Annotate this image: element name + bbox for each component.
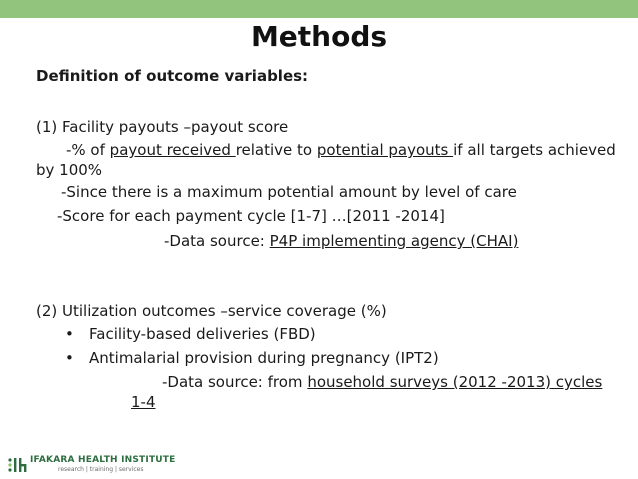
data-source-label: -Data source: bbox=[164, 232, 270, 250]
institute-tagline: research | training | services bbox=[58, 466, 144, 473]
slide-subtitle: Definition of outcome variables: bbox=[36, 67, 309, 85]
section1-line2: -Since there is a maximum potential amount by level of care bbox=[61, 183, 517, 201]
bullet-item: Antimalarial provision during pregnancy (IPT2) bbox=[89, 349, 439, 367]
institute-logo-icon bbox=[6, 454, 28, 476]
payout-received-text: payout received bbox=[109, 141, 236, 159]
slide-title: Methods bbox=[250, 20, 388, 53]
line1-part-c: relative to bbox=[235, 141, 317, 159]
institute-logo bbox=[6, 452, 206, 476]
section1-data-source bbox=[164, 231, 518, 251]
potential-payouts-text: potential payouts bbox=[316, 141, 454, 159]
data-source-value: P4P implementing agency (CHAI) bbox=[269, 232, 519, 250]
data-source-value: household surveys (2012 -2013) cycles bbox=[307, 373, 603, 391]
bullet-marker: • bbox=[65, 325, 74, 343]
section1-line1 bbox=[66, 140, 616, 160]
section1-line1-continued: by 100% bbox=[36, 161, 103, 179]
data-source-label: -Data source: from bbox=[162, 373, 308, 391]
bullet-marker: • bbox=[65, 349, 74, 367]
line1-part-a: -% of bbox=[66, 141, 110, 159]
line1-part-e: if all targets achieved bbox=[453, 141, 616, 159]
section2-data-source-continued: 1-4 bbox=[131, 393, 156, 411]
section1-line3: -Score for each payment cycle [1-7] …[2011 -2014] bbox=[57, 207, 445, 225]
section2-data-source bbox=[162, 372, 602, 392]
bullet-item: Facility-based deliveries (FBD) bbox=[89, 325, 316, 343]
section2-heading: (2) Utilization outcomes –service coverage (%) bbox=[36, 302, 387, 320]
section1-heading: (1) Facility payouts –payout score bbox=[36, 118, 289, 136]
top-accent-bar bbox=[0, 0, 638, 18]
institute-name: IFAKARA HEALTH INSTITUTE bbox=[30, 455, 176, 465]
